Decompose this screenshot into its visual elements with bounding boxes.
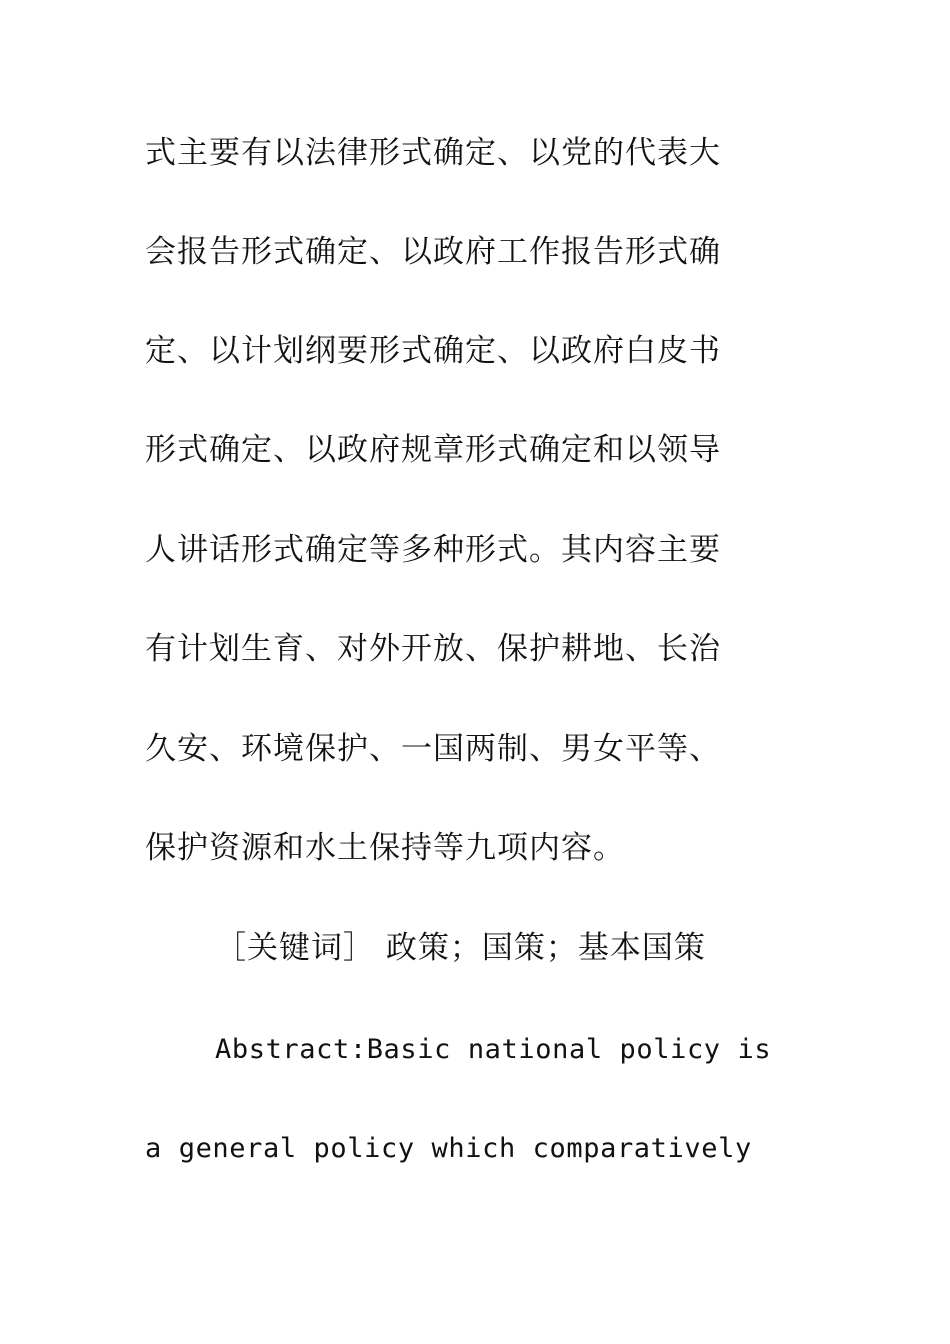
- body-line-5: 人讲话形式确定等多种形式。其内容主要: [145, 532, 721, 568]
- body-line-8: 保护资源和水土保持等九项内容。: [145, 830, 625, 866]
- body-line-1: 式主要有以法律形式确定、以党的代表大: [145, 135, 721, 171]
- abstract-line-1: Abstract:Basic national policy is: [215, 1034, 772, 1065]
- keywords-line: ［关键词］ 政策；国策；基本国策: [215, 930, 706, 966]
- body-line-6: 有计划生育、对外开放、保护耕地、长治: [145, 631, 721, 667]
- body-line-4: 形式确定、以政府规章形式确定和以领导: [145, 432, 721, 468]
- abstract-line-2: a general policy which comparatively: [145, 1133, 752, 1164]
- body-line-3: 定、以计划纲要形式确定、以政府白皮书: [145, 333, 721, 369]
- body-line-7: 久安、环境保护、一国两制、男女平等、: [145, 731, 721, 767]
- body-line-2: 会报告形式确定、以政府工作报告形式确: [145, 234, 721, 270]
